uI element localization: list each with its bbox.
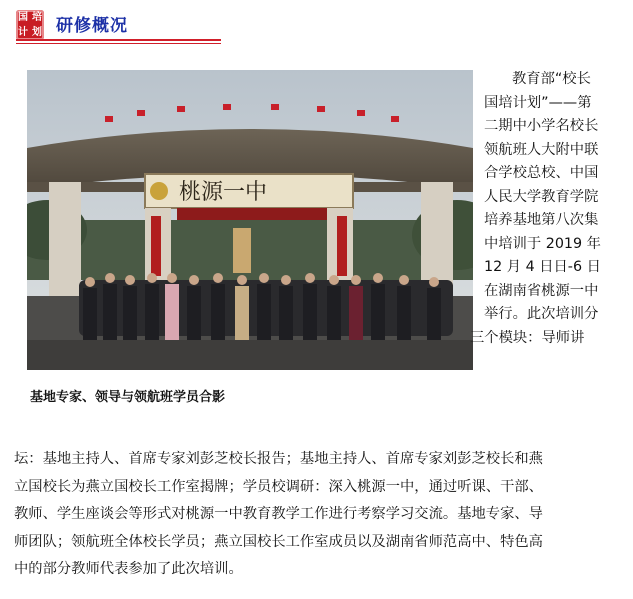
text-line: 中培训于 2019 年 <box>484 235 601 252</box>
text-line: 中的部分教师代表参加了此次培训。 <box>14 561 243 577</box>
page-header <box>0 0 633 48</box>
text-line: 师团队；领航班全体校长学员；燕立国校长工作室成员以及湖南省师范高中、特色高 <box>14 533 543 550</box>
article-side-column <box>470 68 630 350</box>
gate-sign-text: 桃源一中 <box>179 180 268 205</box>
title-underline <box>16 39 221 41</box>
logo-char: 划 <box>32 26 42 38</box>
text-line: 立国校长为燕立国校长工作室揭牌；学员校调研：深入桃源一中，通过听课、干部、 <box>14 478 543 495</box>
logo-char: 国 <box>18 11 28 23</box>
text-line: 坛：基地主持人、首席专家刘彭芝校长报告；基地主持人、首席专家刘彭芝校长和燕 <box>14 451 543 467</box>
photo-caption: 基地专家、领导与领航班学员合影 <box>30 390 226 405</box>
text-line: 国培计划”——第 <box>484 94 592 111</box>
text-line: 二期中小学名校长 <box>484 118 599 134</box>
text-line: 培养基地第八次集 <box>484 212 599 228</box>
section-title: 研修概况 <box>56 16 128 36</box>
text-line: 在湖南省桃源一中 <box>484 282 599 299</box>
group-photo <box>27 70 473 370</box>
text-line: 领航班人大附中联 <box>484 141 599 158</box>
text-line: 12 月 4 日日-6 日 <box>484 259 601 275</box>
logo-char: 培 <box>32 11 42 23</box>
text-line: 三个模块：导师讲 <box>470 329 585 346</box>
text-line: 教师、学生座谈会等形式对桃源一中教育教学工作进行考察学习交流。基地专家、导 <box>14 506 543 522</box>
article-full-width <box>14 446 624 584</box>
text-line: 合学校总校、中国 <box>484 165 599 181</box>
title-underline-thin <box>16 43 221 44</box>
logo-char: 计 <box>18 26 28 38</box>
text-line: 教育部“校长 <box>512 71 591 87</box>
program-logo <box>16 10 44 40</box>
text-line: 举行。此次培训分 <box>484 306 599 322</box>
text-line: 人民大学教育学院 <box>484 188 599 205</box>
